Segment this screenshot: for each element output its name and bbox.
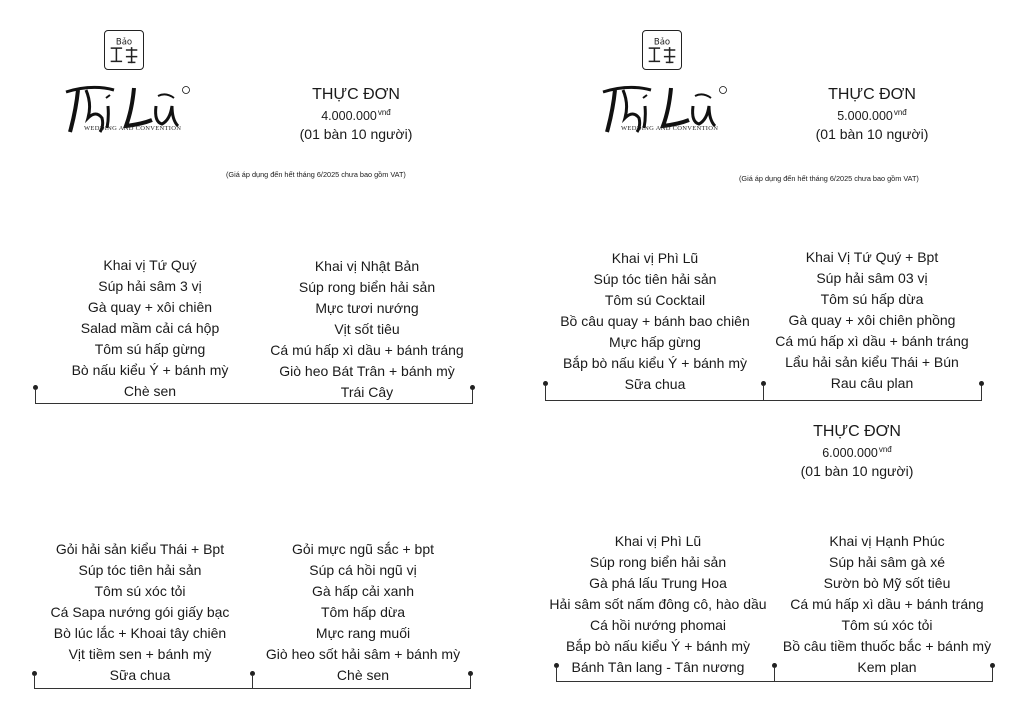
divider-line <box>470 675 471 689</box>
dish-item: Gỏi hải sản kiểu Thái + Bpt <box>55 541 225 557</box>
dish-item: Kem plan <box>857 659 917 675</box>
dish-item: Súp cá hồi ngũ vị <box>309 562 417 578</box>
dish-item: Cá mú hấp xì dầu + bánh tráng <box>790 596 984 612</box>
dish-item: Súp hải sâm 3 vị <box>98 278 202 294</box>
menu-header <box>792 86 952 143</box>
dish-item: Gà phá lấu Trung Hoa <box>589 575 727 591</box>
currency: vnđ <box>377 108 391 117</box>
currency: vnđ <box>893 108 907 117</box>
divider-dot <box>990 663 995 668</box>
brand-tagline: WEDDING AND CONVENTION <box>621 125 719 132</box>
menu-column <box>772 531 1002 678</box>
menu-column <box>543 531 773 678</box>
seal-logo <box>642 30 682 70</box>
menu-column <box>762 247 982 394</box>
menu-price: $6.000.000^{vnđ}$ <box>822 445 892 460</box>
dish-item: Tôm sú Cocktail <box>604 292 706 308</box>
dish-item: Cá hồi nướng phomai <box>589 617 727 633</box>
divider-dot <box>468 671 473 676</box>
divider-line <box>981 385 982 401</box>
dish-item: Bánh Tân lang - Tân nương <box>571 659 745 675</box>
dish-item: Bồ câu tiềm thuốc bắc + bánh mỳ <box>782 638 992 654</box>
menu-price: $4.000.000^{vnđ}$ <box>321 108 391 123</box>
divider-line <box>545 385 546 401</box>
divider-line <box>472 389 473 404</box>
svg-text:Bảo: Bảo <box>115 37 133 48</box>
menu-header <box>777 423 937 480</box>
seal-logo <box>104 30 144 70</box>
dish-item: Bắp bò nấu kiểu Ý + bánh mỳ <box>562 355 748 371</box>
dish-item: Cá Sapa nướng gói giấy bạc <box>50 604 230 620</box>
menu-column <box>545 248 765 395</box>
menu-title: THỰC ĐƠN <box>312 86 400 103</box>
divider-line <box>35 403 472 404</box>
menu-title: THỰC ĐƠN <box>813 423 901 440</box>
dish-item: Tôm hấp dừa <box>320 604 406 620</box>
dish-item: Khai vị Phì Lũ <box>611 250 699 266</box>
dish-item: Gà quay + xôi chiên <box>87 299 213 315</box>
dish-item: Khai vị Hạnh Phúc <box>829 533 945 549</box>
dish-item: Súp tóc tiên hải sản <box>593 271 717 287</box>
dish-item: Tôm sú hấp dừa <box>820 291 924 307</box>
divider-line <box>35 389 36 404</box>
dish-item: Tôm sú xóc tỏi <box>841 617 933 633</box>
menu-people: (01 bàn 10 người) <box>299 126 413 142</box>
dish-item: Sữa chua <box>109 667 171 683</box>
dish-item: Hải sâm sốt nấm đông cô, hào dầu <box>549 596 767 612</box>
dish-item: Gà hấp cải xanh <box>312 583 414 599</box>
menu-price: $5.000.000^{vnđ}$ <box>837 108 907 123</box>
menu-column <box>30 539 250 686</box>
dish-item: Súp rong biển hải sản <box>298 279 436 295</box>
menu-column <box>40 255 260 402</box>
dish-item: Súp hải sâm 03 vị <box>816 270 928 286</box>
divider-line <box>556 667 557 682</box>
dish-item: Súp hải sâm gà xé <box>829 554 945 570</box>
dish-item: Lẩu hải sản kiểu Thái + Bún <box>785 354 959 370</box>
dish-item: Mực hấp gừng <box>609 334 701 350</box>
dish-item: Salad mầm cải cá hộp <box>80 320 220 336</box>
divider-line <box>763 385 764 401</box>
dish-item: Vịt sốt tiêu <box>334 321 400 337</box>
dish-item: Chè sen <box>123 383 177 399</box>
menu-column <box>257 256 477 403</box>
dish-item: Vịt tiềm sen + bánh mỳ <box>68 646 212 662</box>
dish-item: Khai vị Tứ Quý <box>103 257 197 273</box>
divider-line <box>34 675 35 689</box>
dish-item: Gỏi mực ngũ sắc + bpt <box>291 541 435 557</box>
dish-item: Khai Vị Tứ Quý + Bpt <box>805 249 939 265</box>
dish-item: Súp tóc tiên hải sản <box>78 562 202 578</box>
dish-item: Khai vị Nhật Bản <box>314 258 420 274</box>
dish-item: Giò heo Bát Trân + bánh mỳ <box>279 363 455 379</box>
menu-people: (01 bàn 10 người) <box>815 126 929 142</box>
dish-item: Gà quay + xôi chiên phồng <box>788 312 956 328</box>
dish-item: Khai vị Phì Lũ <box>614 533 702 549</box>
dish-item: Mực tươi nướng <box>315 300 419 316</box>
price-note: (Giá áp dụng đến hết tháng 6/2025 chưa bao gồm VAT) <box>226 170 406 179</box>
menu-column <box>253 539 473 686</box>
divider-line <box>252 675 253 689</box>
dish-item: Cá mú hấp xì dầu + bánh tráng <box>775 333 969 349</box>
divider-line <box>774 667 775 682</box>
dish-item: Mực rang muối <box>315 625 411 641</box>
dish-item: Bồ câu quay + bánh bao chiên <box>560 313 750 329</box>
divider-dot <box>470 385 475 390</box>
menu-title: THỰC ĐƠN <box>828 86 916 103</box>
brand-tagline: WEDDING AND CONVENTION <box>84 125 182 132</box>
divider-line <box>992 667 993 682</box>
dish-item: Bắp bò nấu kiểu Ý + bánh mỳ <box>565 638 751 654</box>
dish-item: Giò heo sốt hải sâm + bánh mỳ <box>265 646 461 662</box>
svg-text:Bảo: Bảo <box>653 37 671 48</box>
dish-item: Tôm sú hấp gừng <box>94 341 206 357</box>
dish-item: Rau câu plan <box>830 375 914 391</box>
dish-item: Sườn bò Mỹ sốt tiêu <box>823 575 951 591</box>
price-note: (Giá áp dụng đến hết tháng 6/2025 chưa bao gồm VAT) <box>739 174 919 183</box>
dish-item: Tôm sú xóc tỏi <box>94 583 186 599</box>
menu-people: (01 bàn 10 người) <box>800 463 914 479</box>
dish-item: Bò lúc lắc + Khoai tây chiên <box>53 625 227 641</box>
dish-item: Trái Cây <box>340 384 394 400</box>
dish-item: Cá mú hấp xì dầu + bánh tráng <box>270 342 464 358</box>
dish-item: Súp rong biển hải sản <box>589 554 727 570</box>
currency: vnđ <box>878 445 892 454</box>
divider-dot <box>979 381 984 386</box>
dish-item: Chè sen <box>336 667 390 683</box>
dish-item: Bò nấu kiểu Ý + bánh mỳ <box>71 362 229 378</box>
menu-header <box>276 86 436 143</box>
dish-item: Sữa chua <box>624 376 686 392</box>
